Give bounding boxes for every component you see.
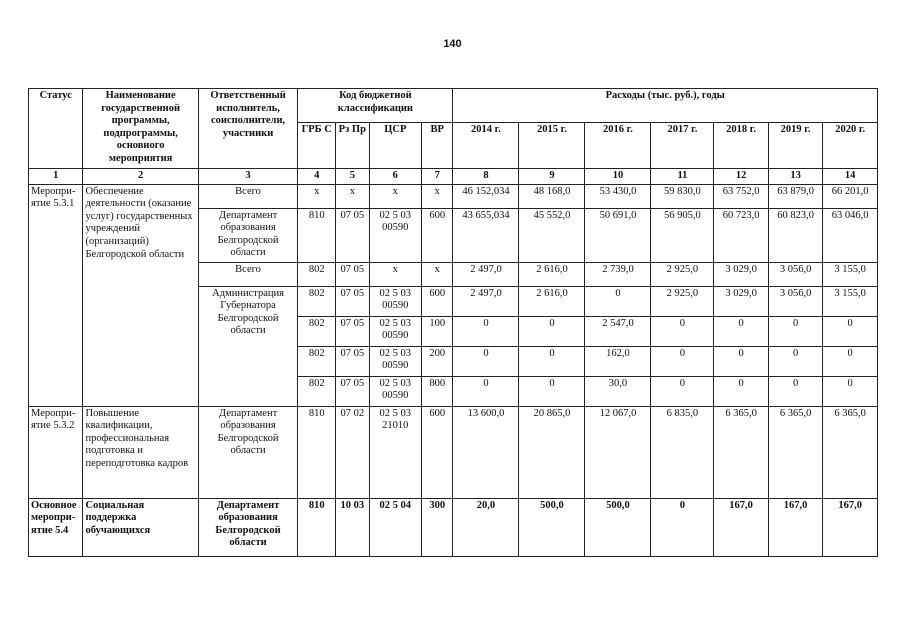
cell-csr: 02 5 03 00590 [369,316,421,346]
cell-value: 2 616,0 [519,286,585,316]
cell-csr: х [369,262,421,286]
col-number: 9 [519,169,585,185]
header-csr: ЦСР [369,123,421,169]
cell-value: 60 723,0 [714,208,768,262]
col-number: 12 [714,169,768,185]
row-executor: Всего [198,184,298,208]
header-year: 2014 г. [453,123,519,169]
cell-value: 30,0 [585,376,651,406]
cell-value: 2 497,0 [453,262,519,286]
cell-value: 46 152,034 [453,184,519,208]
header-status: Статус [29,89,83,169]
cell-rzpr: 07 02 [336,406,370,498]
row-status: Меропри-ятие 5.3.2 [29,406,83,498]
header-year: 2019 г. [768,123,822,169]
cell-value: 43 655,034 [453,208,519,262]
header-executor: Ответственный исполнитель, соисполнители, участники [198,89,298,169]
col-number: 7 [421,169,452,185]
col-number: 3 [198,169,298,185]
cell-value: 0 [823,346,878,376]
cell-value: 0 [823,376,878,406]
cell-rzpr: 07 05 [336,346,370,376]
cell-value: 167,0 [714,498,768,556]
cell-value: 0 [823,316,878,346]
cell-value: 20 865,0 [519,406,585,498]
row-executor: Всего [198,262,298,286]
cell-rzpr: 07 05 [336,316,370,346]
cell-csr: 02 5 03 00590 [369,208,421,262]
header-vr: ВР [421,123,452,169]
col-number: 10 [585,169,651,185]
row-executor: Департамент образования Белгородской области [198,208,298,262]
cell-grbs: 810 [298,498,336,556]
cell-value: 0 [714,376,768,406]
cell-value: 63 752,0 [714,184,768,208]
col-number: 11 [651,169,714,185]
cell-value: 3 155,0 [823,286,878,316]
col-number: 4 [298,169,336,185]
cell-value: 2 547,0 [585,316,651,346]
cell-csr: 02 5 03 21010 [369,406,421,498]
cell-vr: х [421,262,452,286]
cell-value: 12 067,0 [585,406,651,498]
cell-value: 2 739,0 [585,262,651,286]
cell-value: 167,0 [768,498,822,556]
row-status: Меропри-ятие 5.3.1 [29,184,83,406]
row-executor: Департамент образования Белгородской области [198,498,298,556]
col-number: 6 [369,169,421,185]
cell-value: 2 925,0 [651,262,714,286]
cell-grbs: 802 [298,346,336,376]
column-number-row [29,169,878,185]
cell-rzpr: 07 05 [336,376,370,406]
cell-value: 66 201,0 [823,184,878,208]
row-status: Основное меропри-ятие 5.4 [29,498,83,556]
cell-rzpr: х [336,184,370,208]
cell-value: 500,0 [585,498,651,556]
cell-value: 6 365,0 [768,406,822,498]
cell-value: 0 [651,316,714,346]
cell-value: 0 [519,316,585,346]
header-year: 2018 г. [714,123,768,169]
cell-value: 3 155,0 [823,262,878,286]
cell-grbs: 802 [298,286,336,316]
cell-csr: 02 5 04 [369,498,421,556]
cell-vr: 300 [421,498,452,556]
cell-value: 63 879,0 [768,184,822,208]
cell-value: 53 430,0 [585,184,651,208]
cell-vr: 600 [421,208,452,262]
cell-grbs: 810 [298,406,336,498]
cell-rzpr: 07 05 [336,286,370,316]
cell-grbs: 802 [298,316,336,346]
cell-vr: х [421,184,452,208]
cell-value: 6 365,0 [823,406,878,498]
cell-value: 0 [768,316,822,346]
cell-rzpr: 07 05 [336,262,370,286]
cell-vr: 200 [421,346,452,376]
cell-value: 3 029,0 [714,286,768,316]
cell-value: 3 056,0 [768,286,822,316]
header-year: 2017 г. [651,123,714,169]
cell-value: 2 616,0 [519,262,585,286]
cell-value: 20,0 [453,498,519,556]
cell-value: 0 [768,346,822,376]
cell-value: 59 830,0 [651,184,714,208]
col-number: 1 [29,169,83,185]
cell-value: 0 [714,346,768,376]
cell-grbs: 810 [298,208,336,262]
cell-value: 0 [453,346,519,376]
cell-rzpr: 10 03 [336,498,370,556]
cell-value: 13 600,0 [453,406,519,498]
cell-value: 0 [519,376,585,406]
cell-value: 0 [714,316,768,346]
row-name: Обеспечение деятельности (оказание услуг) государственных учреждений (организаций) Белгородской области [83,184,198,406]
cell-grbs: 802 [298,262,336,286]
cell-value: 2 925,0 [651,286,714,316]
row-executor: Департамент образования Белгородской области [198,406,298,498]
table-row [29,498,878,556]
header-expenses: Расходы (тыс. руб.), годы [453,89,878,123]
cell-value: 0 [519,346,585,376]
cell-csr: х [369,184,421,208]
col-number: 13 [768,169,822,185]
cell-value: 50 691,0 [585,208,651,262]
cell-value: 162,0 [585,346,651,376]
cell-csr: 02 5 03 00590 [369,286,421,316]
cell-value: 0 [768,376,822,406]
cell-grbs: х [298,184,336,208]
table-row [29,406,878,498]
cell-value: 6 365,0 [714,406,768,498]
cell-vr: 600 [421,406,452,498]
header-grbs: ГРБ С [298,123,336,169]
header-year: 2016 г. [585,123,651,169]
cell-value: 45 552,0 [519,208,585,262]
header-year: 2015 г. [519,123,585,169]
row-name: Повышение квалификации, профессиональная подготовка и переподготовка кадров [83,406,198,498]
cell-value: 0 [651,346,714,376]
header-year: 2020 г. [823,123,878,169]
col-number: 5 [336,169,370,185]
cell-value: 0 [453,376,519,406]
cell-value: 500,0 [519,498,585,556]
cell-value: 2 497,0 [453,286,519,316]
col-number: 8 [453,169,519,185]
cell-value: 63 046,0 [823,208,878,262]
cell-value: 48 168,0 [519,184,585,208]
header-name: Наименование государственной программы, подпрограммы, основного мероприятия [83,89,198,169]
cell-value: 56 905,0 [651,208,714,262]
col-number: 2 [83,169,198,185]
cell-rzpr: 07 05 [336,208,370,262]
cell-vr: 800 [421,376,452,406]
page-number: 140 [443,38,462,50]
row-name: Социальная поддержка обучающихся [83,498,198,556]
cell-csr: 02 5 03 00590 [369,376,421,406]
cell-value: 167,0 [823,498,878,556]
cell-value: 6 835,0 [651,406,714,498]
cell-grbs: 802 [298,376,336,406]
cell-csr: 02 5 03 00590 [369,346,421,376]
cell-value: 60 823,0 [768,208,822,262]
row-executor: Администрация Губернатора Белгородской области [198,286,298,406]
cell-value: 3 056,0 [768,262,822,286]
cell-vr: 600 [421,286,452,316]
cell-value: 0 [585,286,651,316]
header-rzpr: Рз Пр [336,123,370,169]
col-number: 14 [823,169,878,185]
cell-value: 3 029,0 [714,262,768,286]
header-budget-code: Код бюджетной классификации [298,89,453,123]
cell-vr: 100 [421,316,452,346]
budget-table [28,88,878,557]
cell-value: 0 [651,498,714,556]
table-row [29,184,878,208]
cell-value: 0 [453,316,519,346]
cell-value: 0 [651,376,714,406]
